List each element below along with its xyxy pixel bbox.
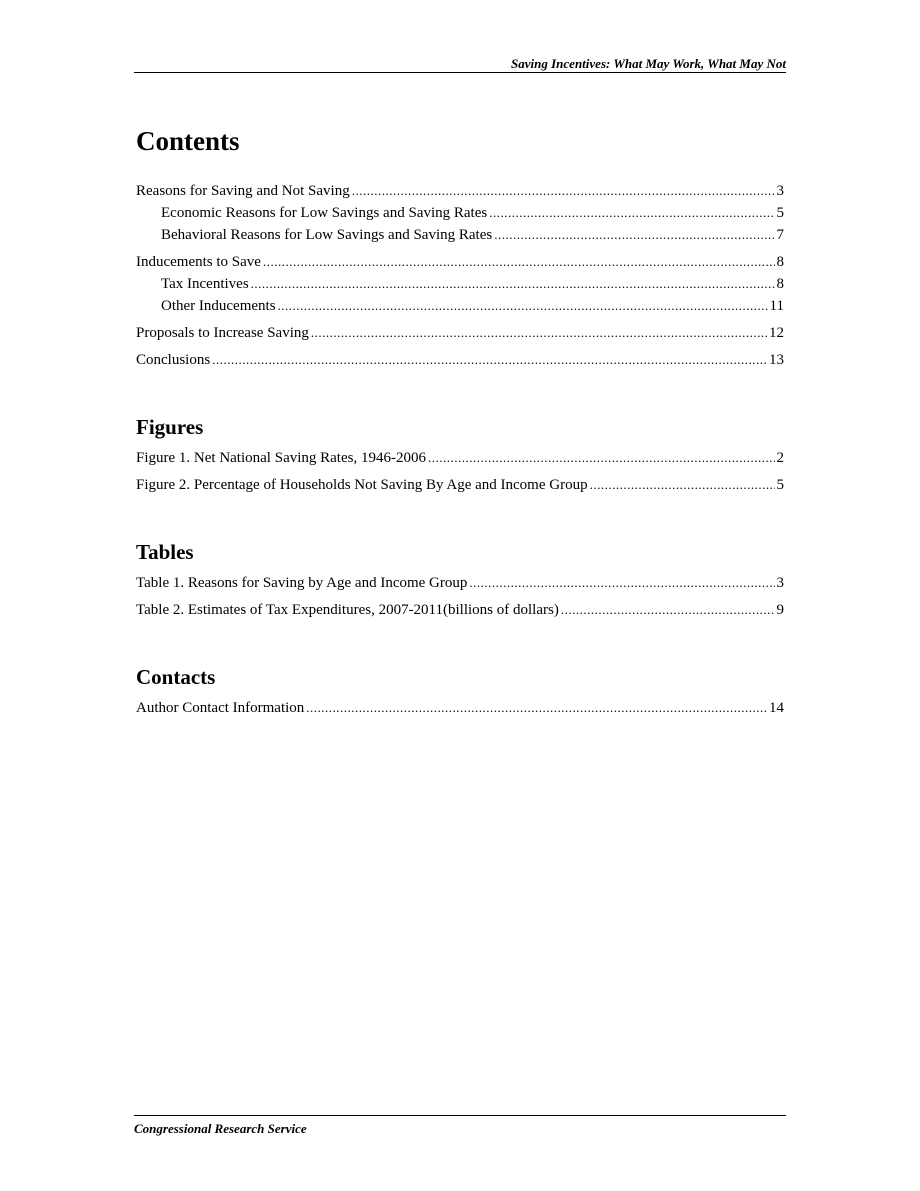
toc-entry-title: Figure 2. Percentage of Households Not Saving By Age and Income Group xyxy=(136,477,588,493)
dot-leader xyxy=(590,475,775,494)
dot-leader xyxy=(251,274,775,293)
toc-entry-title: Behavioral Reasons for Low Savings and Saving Rates xyxy=(161,227,493,243)
toc-entry-page: 7 xyxy=(776,227,784,243)
toc-entry-reasons-for-saving[interactable] xyxy=(136,181,784,201)
contacts-heading: Contacts xyxy=(136,665,216,689)
dot-leader xyxy=(306,698,767,717)
toc-entry-title: Reasons for Saving and Not Saving xyxy=(136,183,350,199)
figures-heading: Figures xyxy=(136,415,204,439)
toc-entry-conclusions[interactable] xyxy=(136,350,784,370)
dot-leader xyxy=(278,296,768,315)
toc-entry-page: 13 xyxy=(769,352,784,368)
toc-entry-figure-2[interactable] xyxy=(136,475,784,495)
toc-entry-inducements-to-save[interactable] xyxy=(136,252,784,272)
toc-entry-figure-1[interactable] xyxy=(136,448,784,468)
contacts-list xyxy=(136,698,784,718)
toc-entry-page: 2 xyxy=(776,450,784,466)
toc-entry-title: Tax Incentives xyxy=(161,276,249,292)
toc-entry-page: 8 xyxy=(776,276,784,292)
toc-entry-title: Table 1. Reasons for Saving by Age and Income Group xyxy=(136,575,468,591)
toc-entry-page: 14 xyxy=(769,700,784,716)
dot-leader xyxy=(469,573,774,592)
toc-entry-title: Inducements to Save xyxy=(136,254,261,270)
dot-leader xyxy=(561,600,775,619)
toc-entry-behavioral-reasons[interactable] xyxy=(136,225,784,245)
contents-list xyxy=(136,181,784,370)
dot-leader xyxy=(311,323,767,342)
toc-entry-title: Author Contact Information xyxy=(136,700,305,716)
toc-entry-author-contact[interactable] xyxy=(136,698,784,718)
contents-heading: Contents xyxy=(136,126,240,156)
tables-heading: Tables xyxy=(136,540,194,564)
toc-entry-page: 3 xyxy=(776,183,784,199)
toc-entry-page: 12 xyxy=(769,325,784,341)
toc-entry-tax-incentives[interactable] xyxy=(136,274,784,294)
tables-list xyxy=(136,573,784,620)
toc-entry-title: Economic Reasons for Low Savings and Saving Rates xyxy=(161,205,488,221)
toc-entry-table-2[interactable] xyxy=(136,600,784,620)
table-of-contents xyxy=(136,124,784,718)
contacts-section xyxy=(136,664,784,718)
toc-entry-page: 3 xyxy=(776,575,784,591)
dot-leader xyxy=(489,203,774,222)
toc-entry-page: 11 xyxy=(769,298,784,314)
running-footer-publisher: Congressional Research Service xyxy=(134,1121,307,1136)
toc-entry-title: Other Inducements xyxy=(161,298,276,314)
figures-list xyxy=(136,448,784,495)
figures-section xyxy=(136,414,784,495)
tables-section xyxy=(136,539,784,620)
toc-entry-title: Proposals to Increase Saving xyxy=(136,325,309,341)
toc-entry-page: 5 xyxy=(776,477,784,493)
dot-leader xyxy=(212,350,767,369)
toc-entry-page: 8 xyxy=(776,254,784,270)
running-header xyxy=(134,55,786,73)
toc-entry-proposals[interactable] xyxy=(136,323,784,343)
toc-entry-title: Conclusions xyxy=(136,352,211,368)
toc-entry-title: Figure 1. Net National Saving Rates, 1946-2006 xyxy=(136,450,426,466)
toc-entry-other-inducements[interactable] xyxy=(136,296,784,316)
dot-leader xyxy=(352,181,775,200)
running-footer xyxy=(134,1115,786,1137)
dot-leader xyxy=(494,225,774,244)
toc-entry-table-1[interactable] xyxy=(136,573,784,593)
toc-entry-page: 5 xyxy=(776,205,784,221)
contents-section xyxy=(136,124,784,370)
running-header-title: Saving Incentives: What May Work, What May Not xyxy=(511,56,786,71)
dot-leader xyxy=(428,448,775,467)
toc-entry-page: 9 xyxy=(776,602,784,618)
toc-entry-title: Table 2. Estimates of Tax Expenditures, 2007-2011(billions of dollars) xyxy=(136,602,559,618)
toc-entry-economic-reasons[interactable] xyxy=(136,203,784,223)
dot-leader xyxy=(263,252,775,271)
